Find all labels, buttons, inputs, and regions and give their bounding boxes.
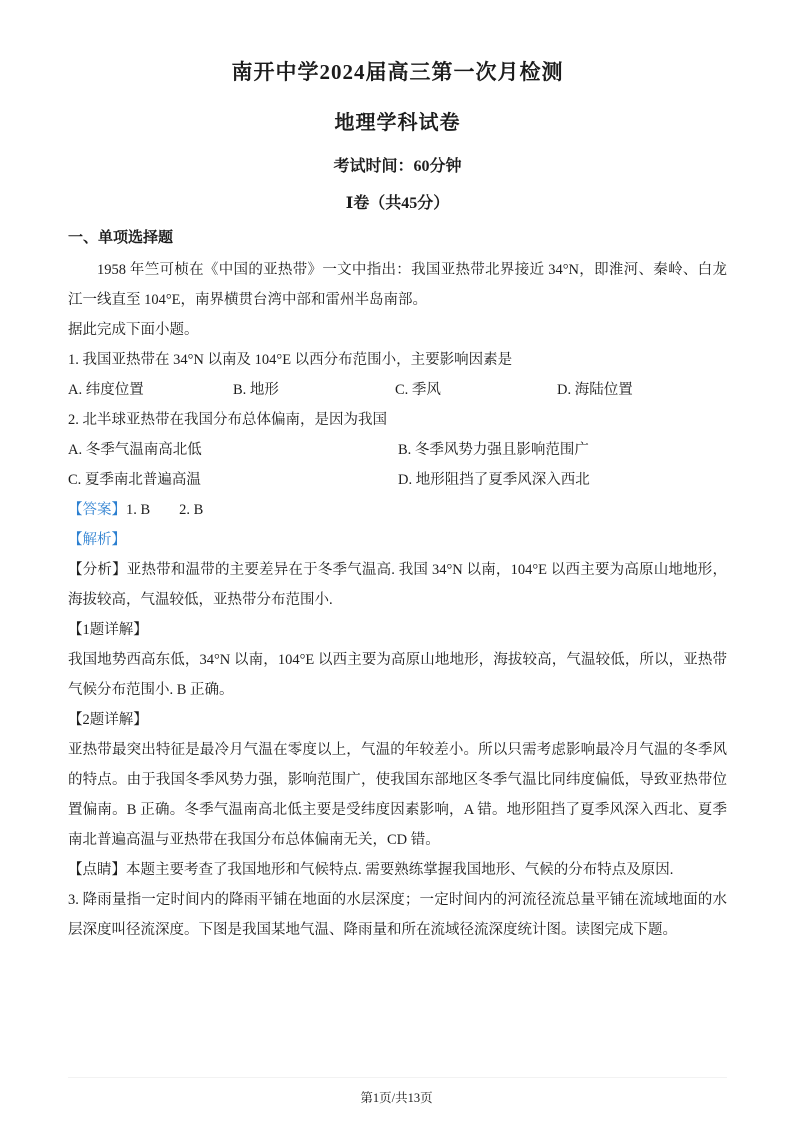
fenxi-label: 【分析】 xyxy=(68,562,127,578)
exam-time: 考试时间：60分钟 xyxy=(333,158,462,175)
question-1-option-d: D. 海陆位置 xyxy=(557,382,633,398)
detail1-label: 【1题详解】 xyxy=(68,622,148,638)
dianjing-paragraph xyxy=(68,855,727,885)
page-footer: 第1页/共13页 xyxy=(360,1091,433,1105)
exam-title: 南开中学2024届高三第一次月检测 xyxy=(231,60,564,84)
fenxi-text: 亚热带和温带的主要差异在于冬季气温高. 我国 34°N 以南，104°E 以西主要为高原山地地形，海拔较高，气温较低，亚热带分布范围小. xyxy=(68,562,727,608)
question-1-option-b: B. 地形 xyxy=(233,382,279,398)
answer-label: 【答案】 xyxy=(68,502,126,518)
question-2-options-row-1 xyxy=(68,435,727,465)
question-2-option-b: B. 冬季风势力强且影响范围广 xyxy=(398,442,589,458)
question-1-stem: 1. 我国亚热带在 34°N 以南及 104°E 以西分布范围小，主要影响因素是 xyxy=(68,352,513,368)
question-2-option-c: C. 夏季南北普遍高温 xyxy=(68,472,201,488)
question-3-stem: 3. 降雨量指一定时间内的降雨平铺在地面的水层深度；一定时间内的河流径流总量平铺在流域地面的水层深度叫径流深度。下图是我国某地气温、降雨量和所在流域径流深度统计图。读图完成下题。 xyxy=(68,892,727,938)
fenxi-paragraph xyxy=(68,555,727,615)
answer-line xyxy=(68,495,727,525)
question-1-option-c: C. 季风 xyxy=(395,382,441,398)
jiexi-label: 【解析】 xyxy=(68,532,126,548)
subject-title: 地理学科试卷 xyxy=(334,112,461,134)
question-1-option-a: A. 纬度位置 xyxy=(68,382,144,398)
question-2-stem: 2. 北半球亚热带在我国分布总体偏南，是因为我国 xyxy=(68,412,387,428)
question-2-options-row-2 xyxy=(68,465,727,495)
volume-heading: Ⅰ卷（共45分） xyxy=(345,195,450,212)
material-paragraph: 1958 年竺可桢在《中国的亚热带》一文中指出：我国亚热带北界接近 34°N，即淮河、秦岭、白龙江一线直至 104°E，南界横贯台湾中部和雷州半岛南部。 xyxy=(68,262,727,308)
footer-divider xyxy=(68,1077,727,1078)
question-2-option-a: A. 冬季气温南高北低 xyxy=(68,442,202,458)
detail1-text: 我国地势西高东低，34°N 以南，104°E 以西主要为高原山地地形，海拔较高，气温较低，所以，亚热带气候分布范围小. B 正确。 xyxy=(68,652,727,698)
detail2-label: 【2题详解】 xyxy=(68,712,148,728)
dianjing-label: 【点睛】 xyxy=(68,862,126,878)
question-2-option-d: D. 地形阻挡了夏季风深入西北 xyxy=(398,472,590,488)
jiexi-line xyxy=(68,525,727,555)
material-followup: 据此完成下面小题。 xyxy=(68,322,199,338)
section-heading: 一、单项选择题 xyxy=(68,230,174,246)
detail2-text: 亚热带最突出特征是最冷月气温在零度以上，气温的年较差小。所以只需考虑影响最冷月气温的冬季风的特点。由于我国冬季风势力强，影响范围广，使我国东部地区冬季气温比同纬度偏低，导致亚热带位置偏南。B 正确。冬季气温南高北低主要是受纬度因素影响，A 错。地形阻挡了夏季风深入西北、夏季南北普遍高温与亚热带在我国分布总体偏南无关，CD 错。 xyxy=(68,742,727,848)
answer-value: 1. B 2. B xyxy=(126,502,204,518)
question-1-options xyxy=(68,375,727,405)
dianjing-text: 本题主要考查了我国地形和气候特点. 需要熟练掌握我国地形、气候的分布特点及原因. xyxy=(126,862,674,878)
